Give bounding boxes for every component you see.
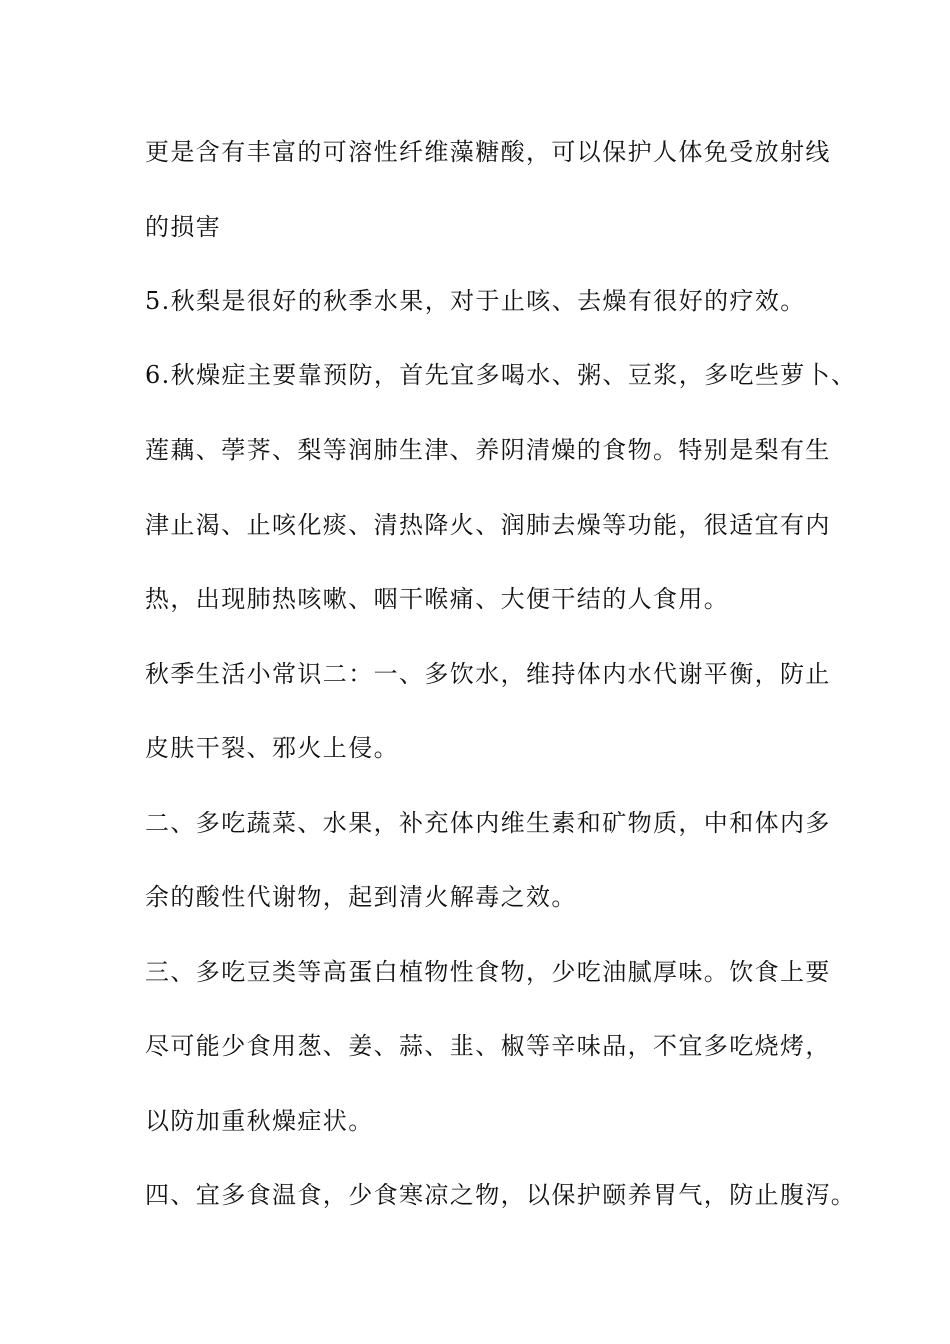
text-line-12: 三、多吃豆类等高蛋白植物性食物，少吃油腻厚味。饮食上要 — [145, 958, 831, 986]
text-line-6: 津止渴、止咳化痰、清热降火、润肺去燥等功能，很适宜有内 — [145, 511, 831, 539]
text-line-9: 皮肤干裂、邪火上侵。 — [145, 734, 399, 762]
text-line-15: 四、宜多食温食，少食寒凉之物，以保护颐养胃气，防止腹泻。 — [145, 1181, 857, 1209]
text-line-5: 莲藕、荸荠、梨等润肺生津、养阴清燥的食物。特别是梨有生 — [145, 436, 831, 464]
text-line-11: 余的酸性代谢物，起到清火解毒之效。 — [145, 883, 577, 911]
text-line-8: 秋季生活小常识二：一、多饮水，维持体内水代谢平衡，防止 — [145, 660, 831, 688]
text-line-13: 尽可能少食用葱、姜、蒜、韭、椒等辛味品，不宜多吃烧烤， — [145, 1032, 831, 1060]
text-line-1: 更是含有丰富的可溶性纤维藻糖酸，可以保护人体免受放射线 — [145, 138, 831, 166]
text-line-14: 以防加重秋燥症状。 — [145, 1107, 374, 1135]
text-line-10: 二、多吃蔬菜、水果，补充体内维生素和矿物质，中和体内多 — [145, 809, 831, 837]
text-line-2: 的损害 — [145, 213, 222, 241]
text-line-3: 5.秋梨是很好的秋季水果，对于止咳、去燥有很好的疗效。 — [145, 287, 806, 315]
text-line-7: 热，出现肺热咳嗽、咽干喉痛、大便干结的人食用。 — [145, 585, 730, 613]
text-line-4: 6.秋燥症主要靠预防，首先宜多喝水、粥、豆浆，多吃些萝卜、 — [145, 361, 857, 389]
